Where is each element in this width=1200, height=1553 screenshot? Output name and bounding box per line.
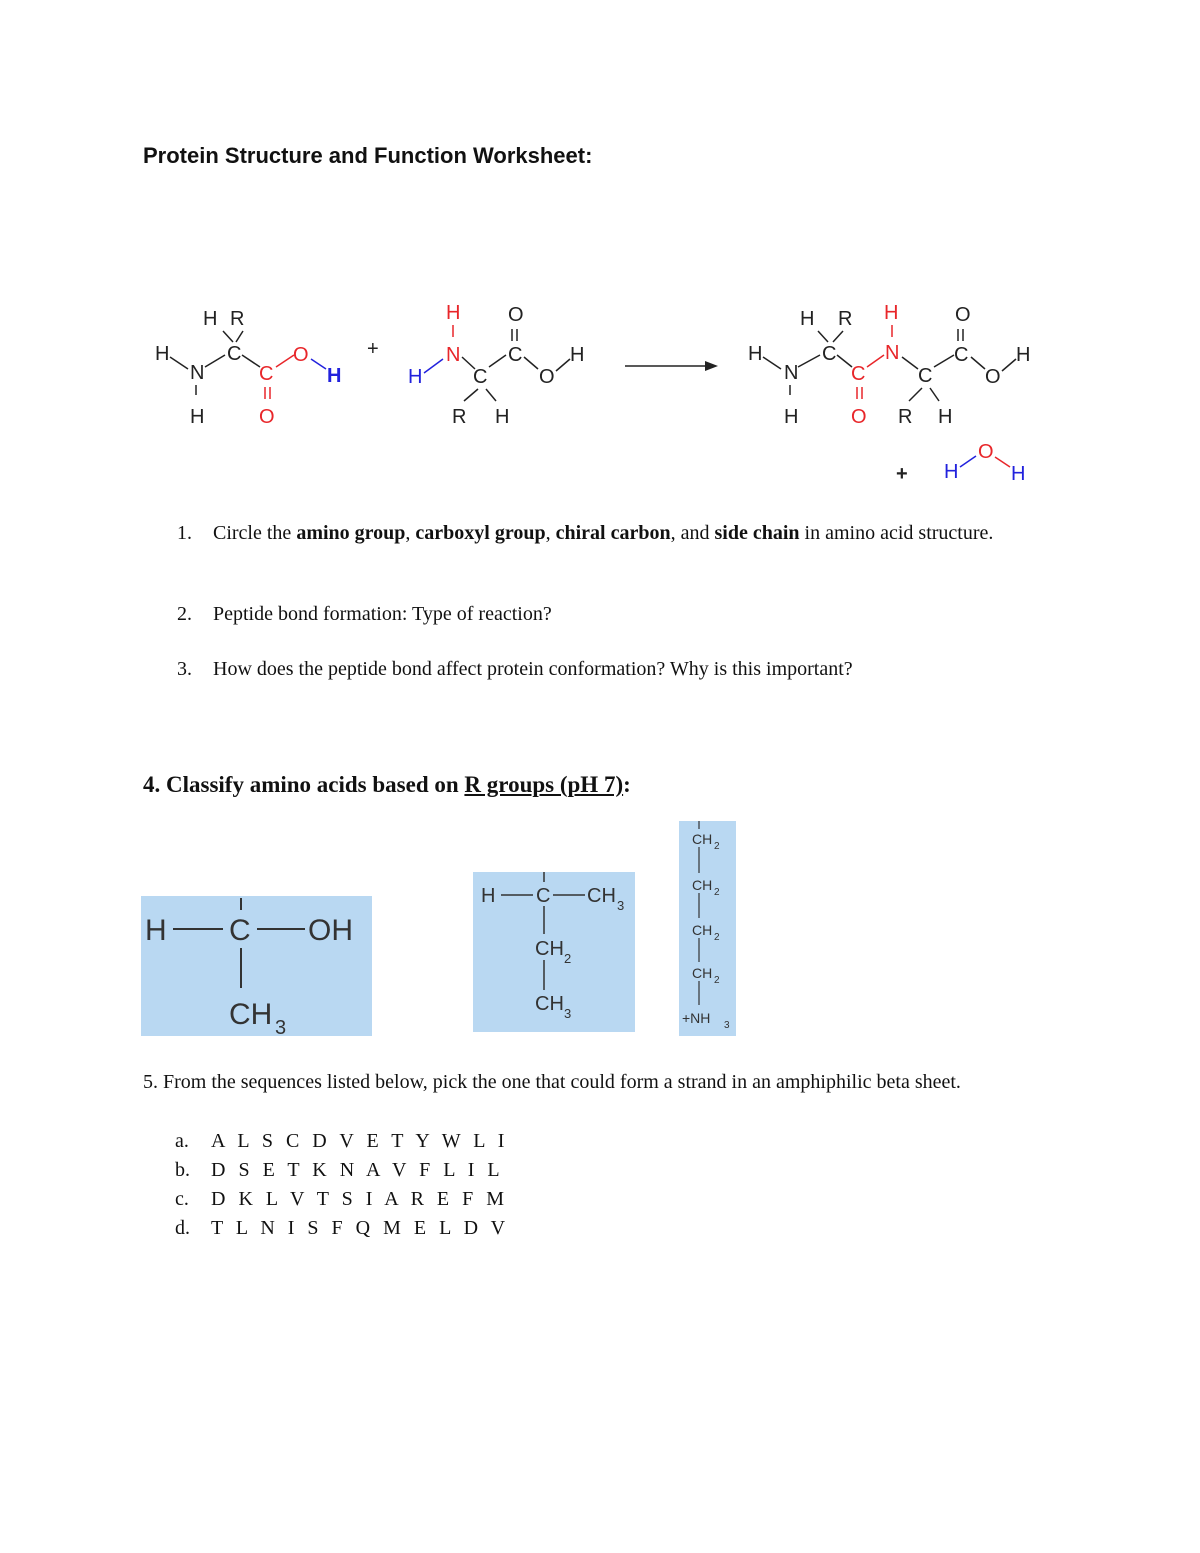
r-group-lysine-box	[679, 821, 736, 1036]
option-d: d. T L N I S F Q M E L D V	[175, 1217, 510, 1239]
svg-text:H: H	[446, 302, 461, 324]
svg-text:H: H	[944, 461, 959, 483]
svg-text:CH: CH	[692, 965, 713, 981]
svg-text:3: 3	[564, 1006, 572, 1021]
svg-text:CH: CH	[692, 922, 713, 938]
svg-text:H: H	[155, 343, 170, 365]
svg-text:R: R	[230, 308, 245, 330]
svg-text:OH: OH	[308, 914, 353, 947]
svg-text:H: H	[570, 344, 585, 366]
svg-text:H: H	[481, 885, 496, 907]
svg-text:H: H	[1011, 463, 1026, 485]
svg-text:CH: CH	[229, 998, 273, 1031]
svg-text:O: O	[293, 344, 309, 366]
svg-text:H: H	[327, 365, 342, 387]
svg-text:H: H	[495, 406, 510, 428]
svg-text:H: H	[938, 406, 953, 428]
svg-text:3: 3	[275, 1017, 287, 1036]
svg-text:O: O	[985, 366, 1001, 388]
svg-text:H: H	[1016, 344, 1031, 366]
svg-text:+NH: +NH	[682, 1010, 711, 1026]
svg-text:2: 2	[714, 841, 720, 852]
svg-text:N: N	[190, 362, 205, 384]
svg-text:C: C	[954, 344, 969, 366]
svg-text:R: R	[898, 406, 913, 428]
svg-text:3: 3	[724, 1020, 730, 1031]
svg-text:C: C	[259, 363, 274, 385]
svg-text:C: C	[473, 366, 488, 388]
svg-text:H: H	[784, 406, 799, 428]
svg-text:O: O	[539, 366, 555, 388]
svg-text:R: R	[838, 308, 853, 330]
option-b: b. D S E T K N A V F L I L	[175, 1159, 504, 1181]
svg-text:N: N	[885, 342, 900, 364]
svg-text:H: H	[748, 343, 763, 365]
svg-text:C: C	[851, 363, 866, 385]
peptide-bond-reaction-diagram	[140, 295, 1060, 495]
svg-text:O: O	[978, 441, 994, 463]
svg-text:CH: CH	[692, 831, 713, 847]
svg-text:C: C	[229, 914, 251, 947]
svg-text:H: H	[408, 366, 423, 388]
svg-text:CH: CH	[587, 885, 616, 907]
question-5: 5. From the sequences listed below, pick the one that could form a strand in an amphiphilic beta sheet.	[143, 1071, 961, 1093]
option-c: c. D K L V T S I A R E F M	[175, 1188, 509, 1210]
svg-text:N: N	[446, 344, 461, 366]
worksheet-title: Protein Structure and Function Worksheet:	[143, 143, 593, 168]
svg-text:C: C	[227, 343, 242, 365]
svg-text:N: N	[784, 362, 799, 384]
svg-text:C: C	[822, 343, 837, 365]
svg-text:H: H	[203, 308, 218, 330]
svg-text:2: 2	[564, 951, 572, 966]
svg-text:2: 2	[714, 887, 720, 898]
svg-text:3: 3	[617, 898, 625, 913]
option-a: a. A L S C D V E T Y W L I	[175, 1130, 509, 1152]
svg-text:H: H	[145, 914, 167, 947]
svg-text:O: O	[955, 304, 971, 326]
svg-text:O: O	[508, 304, 524, 326]
plus-sign-2: +	[896, 463, 908, 485]
r-group-isoleucine-box	[473, 872, 635, 1032]
svg-text:H: H	[190, 406, 205, 428]
svg-text:CH: CH	[535, 938, 564, 960]
svg-text:C: C	[536, 885, 551, 907]
svg-text:H: H	[800, 308, 815, 330]
plus-sign-1: +	[367, 338, 379, 360]
svg-text:C: C	[918, 365, 933, 387]
svg-text:2: 2	[714, 975, 720, 986]
svg-text:2: 2	[714, 932, 720, 943]
svg-text:CH: CH	[535, 993, 564, 1015]
question-4: 4. Classify amino acids based on R groups (pH 7):	[143, 772, 631, 797]
svg-text:H: H	[884, 302, 899, 324]
svg-text:O: O	[259, 406, 275, 428]
svg-text:CH: CH	[692, 877, 713, 893]
svg-text:O: O	[851, 406, 867, 428]
svg-text:R: R	[452, 406, 467, 428]
question-5-options	[175, 1127, 509, 1243]
r-group-threonine-box	[141, 896, 372, 1036]
svg-text:C: C	[508, 344, 523, 366]
